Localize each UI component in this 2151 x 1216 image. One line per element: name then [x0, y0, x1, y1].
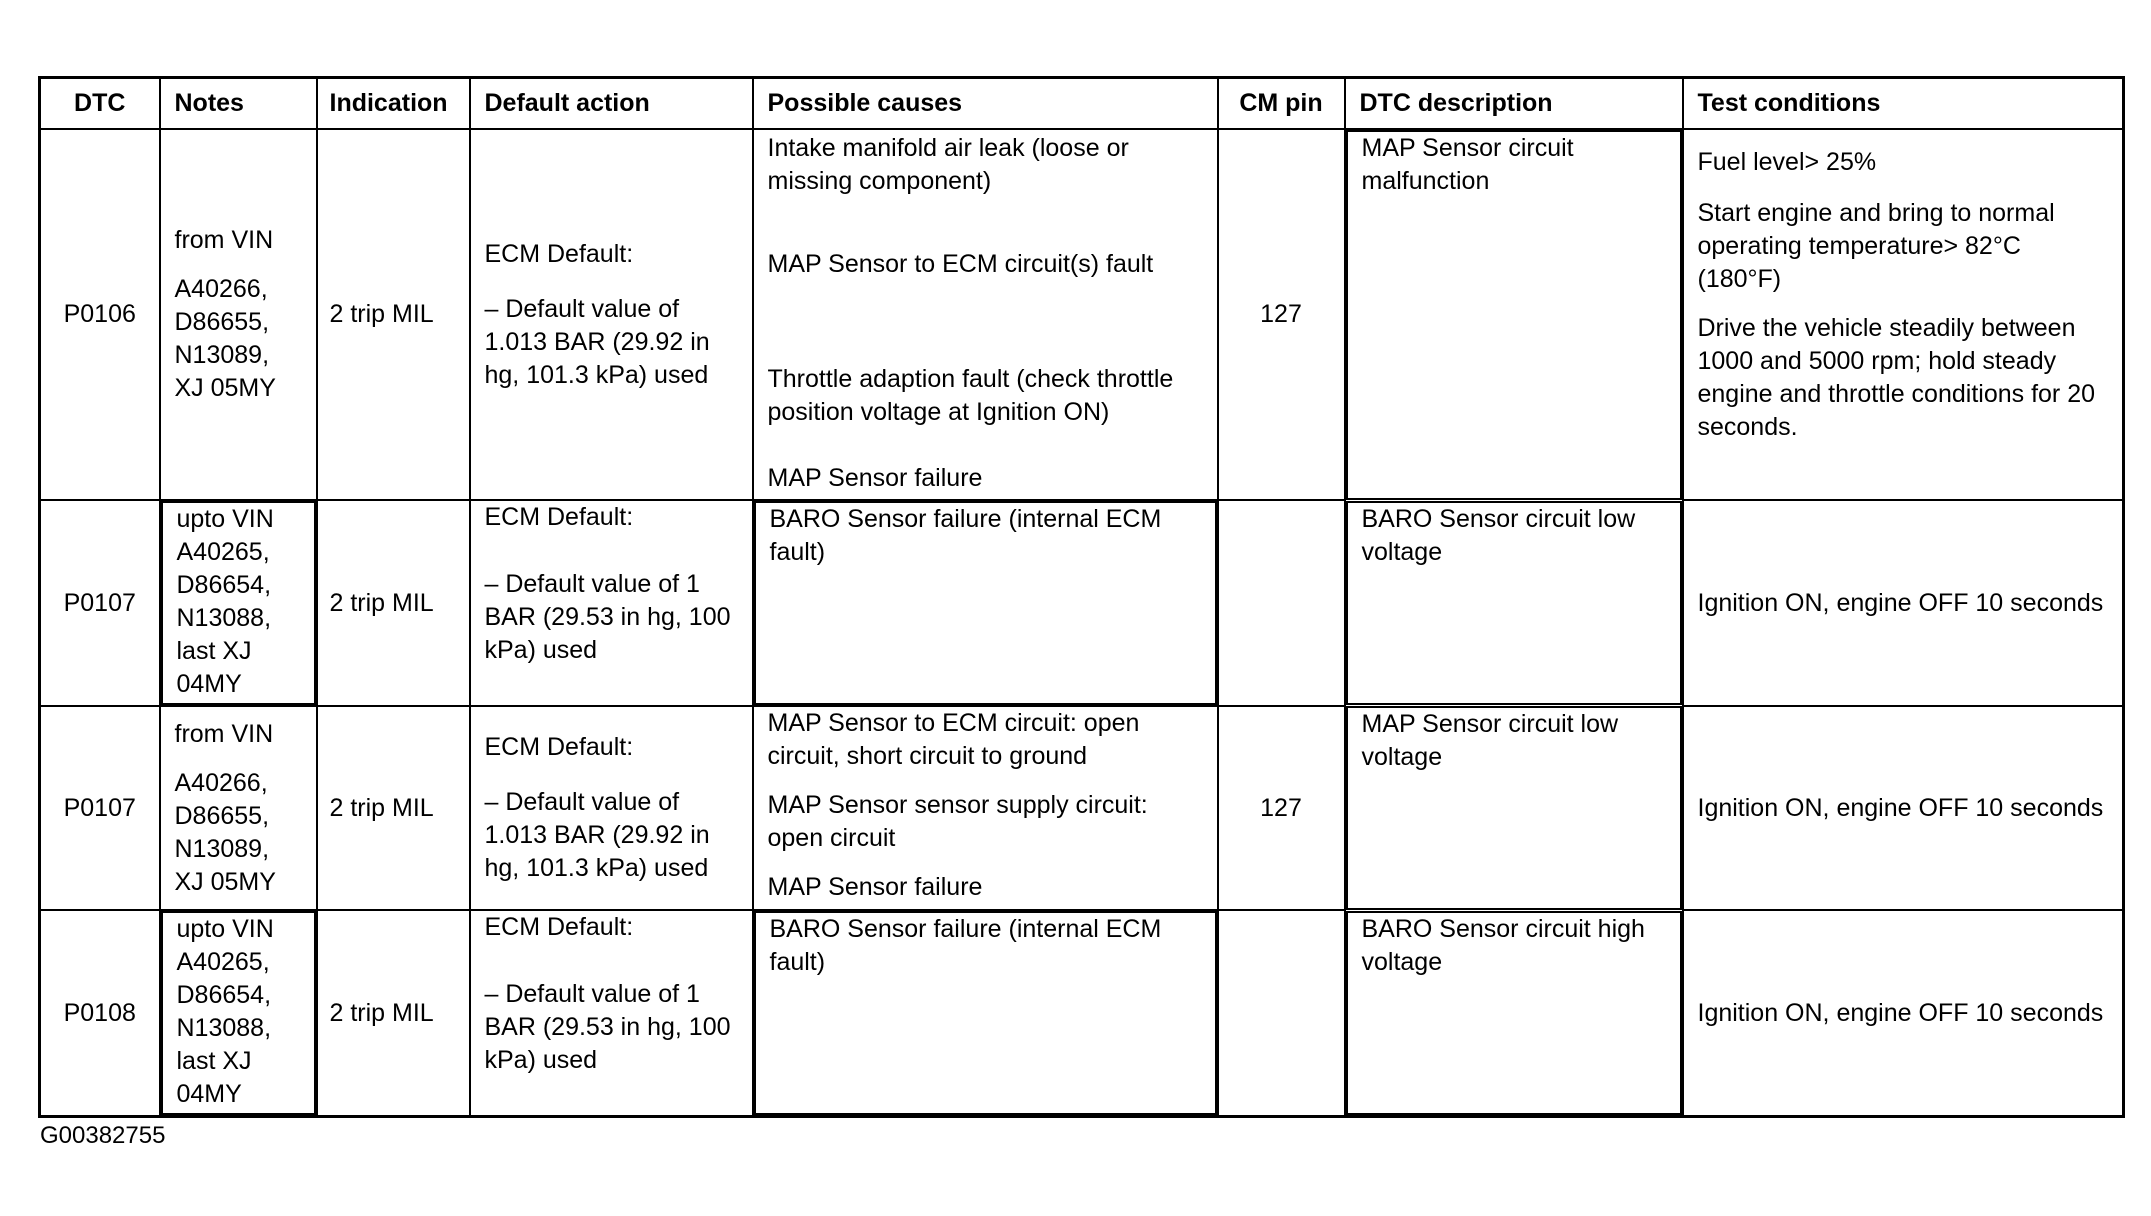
- cm-pin-cell: [1218, 500, 1345, 706]
- default-action-cell: [470, 706, 753, 910]
- test-condition-item: Start engine and bring to normal operating temperature> 82°C (180°F): [1697, 199, 2055, 293]
- notes-cell: [160, 706, 317, 910]
- dtc-code-cell: P0108: [40, 910, 160, 1117]
- table-row: [40, 910, 2124, 1117]
- indication-cell: 2 trip MIL: [317, 910, 470, 1117]
- figure-id: G00382755: [40, 1122, 166, 1149]
- indication-cell: 2 trip MIL: [317, 129, 470, 500]
- test-condition-item: Fuel level> 25%: [1697, 148, 1877, 176]
- notes-text: A40266, D86655, N13089, XJ 05MY: [174, 768, 276, 896]
- header-cm-pin: CM pin: [1218, 78, 1345, 130]
- cm-pin-cell: 127: [1218, 129, 1345, 500]
- table-row: [40, 500, 2124, 706]
- default-action-text: ECM Default:: [484, 239, 634, 268]
- header-possible-causes: Possible causes: [753, 78, 1218, 130]
- possible-causes-cell: [753, 706, 1218, 910]
- dtc-description-cell: MAP Sensor circuit malfunction: [1346, 130, 1682, 500]
- test-condition-item: Drive the vehicle steadily between 1000 and 5000 rpm; hold steady engine and throttle conditions for 20 seconds.: [1697, 314, 2095, 441]
- default-action-text: ECM Default:: [484, 913, 634, 941]
- notes-cell: upto VIN A40265, D86654, N13088, last XJ 04MY: [161, 501, 316, 705]
- possible-cause-item: MAP Sensor sensor supply circuit: open circuit: [767, 791, 1148, 852]
- header-notes: Notes: [160, 78, 317, 130]
- notes-text: A40266, D86655, N13089, XJ 05MY: [174, 275, 276, 402]
- cm-pin-cell: 127: [1218, 706, 1345, 910]
- dtc-description-cell: BARO Sensor circuit high voltage: [1346, 911, 1682, 1115]
- cm-pin-cell: [1218, 910, 1345, 1117]
- default-action-text: ECM Default:: [484, 733, 634, 761]
- dtc-description-cell: MAP Sensor circuit low voltage: [1346, 706, 1682, 910]
- default-action-cell: [470, 500, 753, 706]
- indication-cell: 2 trip MIL: [317, 500, 470, 706]
- notes-text: from VIN: [174, 226, 274, 254]
- dtc-code-cell: P0107: [40, 500, 160, 706]
- notes-cell: [160, 129, 317, 500]
- indication-cell: 2 trip MIL: [317, 706, 470, 910]
- table-row: [40, 706, 2124, 910]
- default-action-text: – Default value of 1 BAR (29.53 in hg, 100 kPa) used: [484, 570, 731, 664]
- default-action-text: – Default value of 1.013 BAR (29.92 in hg, 101.3 kPa) used: [484, 294, 710, 389]
- dtc-code-cell: P0106: [40, 129, 160, 500]
- default-action-cell: [470, 129, 753, 500]
- header-dtc: DTC: [40, 78, 160, 130]
- dtc-table: [38, 76, 2125, 1118]
- test-conditions-cell: Ignition ON, engine OFF 10 seconds: [1683, 910, 2124, 1117]
- default-action-text: – Default value of 1.013 BAR (29.92 in hg, 101.3 kPa) used: [484, 788, 710, 882]
- test-conditions-cell: [1683, 129, 2124, 500]
- header-row: [40, 78, 2124, 130]
- notes-cell: upto VIN A40265, D86654, N13088, last XJ 04MY: [161, 911, 316, 1115]
- default-action-cell: [470, 910, 753, 1117]
- default-action-text: ECM Default:: [484, 503, 634, 531]
- possible-cause-item: Throttle adaption fault (check throttle position voltage at Ignition ON): [767, 365, 1174, 426]
- notes-text: from VIN: [174, 719, 274, 748]
- dtc-description-cell: BARO Sensor circuit low voltage: [1346, 501, 1682, 705]
- header-test-conditions: Test conditions: [1683, 78, 2124, 130]
- possible-cause-item: MAP Sensor to ECM circuit: open circuit, short circuit to ground: [767, 709, 1140, 770]
- possible-cause-item: MAP Sensor to ECM circuit(s) fault: [767, 250, 1154, 278]
- possible-causes-cell: BARO Sensor failure (internal ECM fault): [754, 911, 1217, 1115]
- header-dtc-description: DTC description: [1345, 78, 1683, 130]
- header-default-action: Default action: [470, 78, 753, 130]
- table-row: [40, 129, 2124, 500]
- test-conditions-cell: Ignition ON, engine OFF 10 seconds: [1683, 706, 2124, 910]
- default-action-text: – Default value of 1 BAR (29.53 in hg, 100 kPa) used: [484, 980, 731, 1074]
- possible-cause-item: MAP Sensor failure: [767, 873, 983, 901]
- possible-cause-item: Intake manifold air leak (loose or missing component): [767, 134, 1129, 195]
- test-conditions-cell: Ignition ON, engine OFF 10 seconds: [1683, 500, 2124, 706]
- possible-causes-cell: [753, 129, 1218, 500]
- possible-causes-cell: BARO Sensor failure (internal ECM fault): [754, 501, 1217, 705]
- possible-cause-item: MAP Sensor failure: [767, 464, 983, 492]
- header-indication: Indication: [317, 78, 470, 130]
- dtc-code-cell: P0107: [40, 706, 160, 910]
